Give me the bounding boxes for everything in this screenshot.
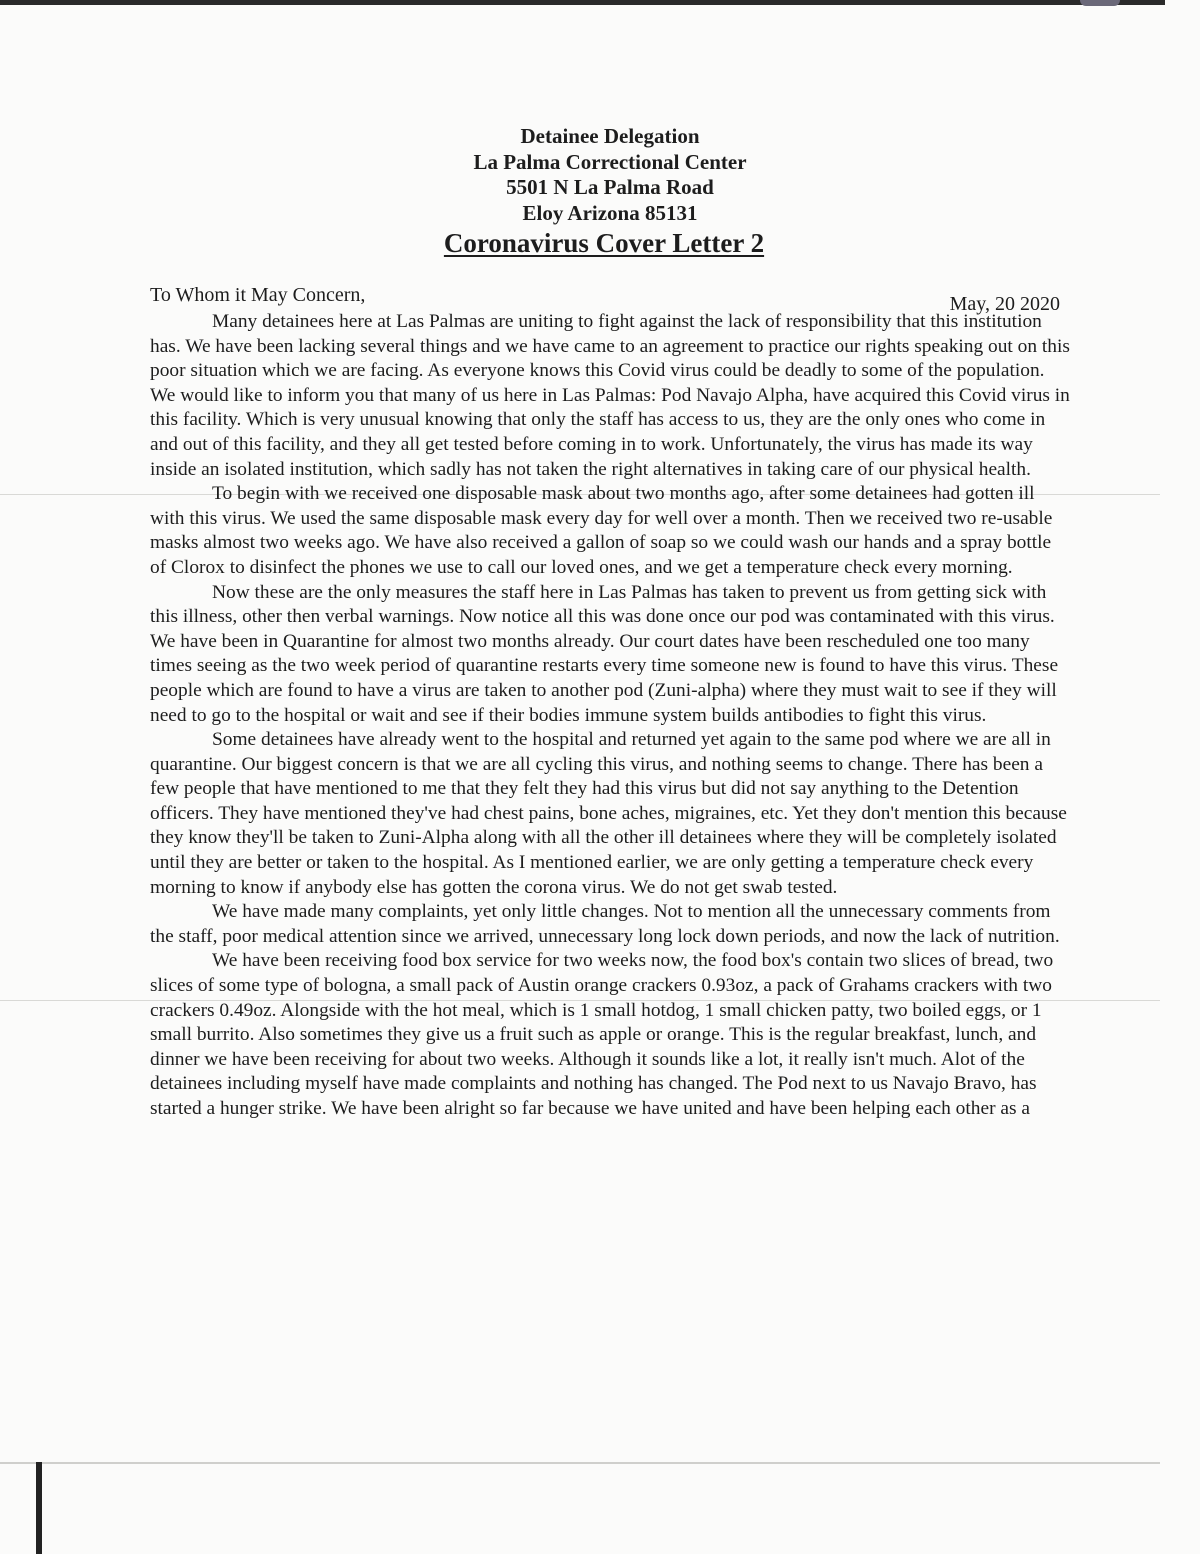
header-city-state-zip: Eloy Arizona 85131: [522, 200, 698, 225]
body-paragraph: To begin with we received one disposable mask about two months ago, after some detainees had gotten ill with this virus. We used the same disposable mask every day for well over a month. Then we received two re-usable masks almost two weeks ago. We have also received a gallon of soap so we could wash our hands and a spray bottle of Clorox to disinfect the phones we use to call our loved ones, and we get a temperature check every morning.: [150, 483, 1053, 578]
letter-date: May, 20 2020: [949, 293, 1060, 315]
header-street-address: 5501 N La Palma Road: [506, 175, 714, 199]
letter-body: [150, 310, 1072, 1122]
scan-left-edge-mark: [36, 1462, 42, 1554]
letter-header: [0, 124, 1200, 259]
salutation: To Whom it May Concern,: [150, 284, 366, 306]
body-paragraph: Now these are the only measures the staff here in Las Palmas has taken to prevent us from getting sick with this illness, other then verbal warnings. Now notice all this was done once our pod was contaminated with this virus. We have been in Quarantine for almost two months already. Our court dates have been rescheduled one too many times seeing as the two week period of quarantine restarts every time someone new is found to have this virus. These people which are found to have a virus are taken to another pod (Zuni-alpha) where they must wait to see if they will need to go to the hospital or wait and see if their bodies immune system builds antibodies to fight this virus.: [150, 581, 1059, 726]
header-facility: La Palma Correctional Center: [473, 149, 747, 174]
letter-title: Coronavirus Cover Letter 2: [443, 228, 765, 258]
header-organization: Detainee Delegation: [520, 124, 700, 148]
body-paragraph: We have been receiving food box service for two weeks now, the food box's contain two slices of bread, two slices of some type of bologna, a small pack of Austin orange crackers 0.93oz, a pack of Grahams crackers with two crackers 0.49oz. Alongside with the hot meal, which is 1 small hotdog, 1 small chicken patty, two boiled eggs, or 1 small burrito. Also sometimes they give us a fruit such as apple or orange. This is the regular breakfast, lunch, and dinner we have been receiving for about two weeks. Although it sounds like a lot, it really isn't much. Alot of the detainees including myself have made complaints and nothing has changed. The Pod next to us Navajo Bravo, has started a hunger strike. We have been alright so far because we have united and have been helping each other as a: [150, 950, 1054, 1119]
paper-bottom-edge: [0, 1462, 1160, 1464]
body-paragraph: Some detainees have already went to the hospital and returned yet again to the same pod where we are all in quarantine. Our biggest concern is that we are all cycling this virus, and nothing seems to change. There has been a few people that have mentioned to me that they felt they had this virus but did not say anything to the Detention officers. They have mentioned they've had chest pains, bone aches, migraines, etc. Yet they don't mention this because they know they'll be taken to Zuni-Alpha along with all the other ill detainees where they will be completely isolated until they are better or taken to the hospital. As I mentioned earlier, we are only getting a temperature check every morning to know if anybody else has gotten the corona virus. We do not get swab tested.: [150, 729, 1067, 898]
body-paragraph: Many detainees here at Las Palmas are uniting to fight against the lack of responsibility that this institution has. We have been lacking several things and we have came to an agreement to practice our rights speaking out on this poor situation which we are facing. As everyone knows this Covid virus could be deadly to some of the population. We would like to inform you that many of us here in Las Palmas: Pod Navajo Alpha, have acquired this Covid virus in this facility. Which is very unusual knowing that only the staff has access to us, they are the only ones who come in and out of this facility, and they all get tested before coming in to work. Unfortunately, the virus has made its way inside an isolated institution, which sadly has not taken the right alternatives in taking care of our physical health.: [150, 311, 1070, 480]
body-paragraph: We have made many complaints, yet only little changes. Not to mention all the unnecessary comments from the staff, poor medical attention since we arrived, unnecessary long lock down periods, and now the lack of nutrition.: [150, 901, 1060, 947]
scan-edge-mark: [1080, 0, 1120, 6]
scan-top-edge: [0, 0, 1165, 5]
